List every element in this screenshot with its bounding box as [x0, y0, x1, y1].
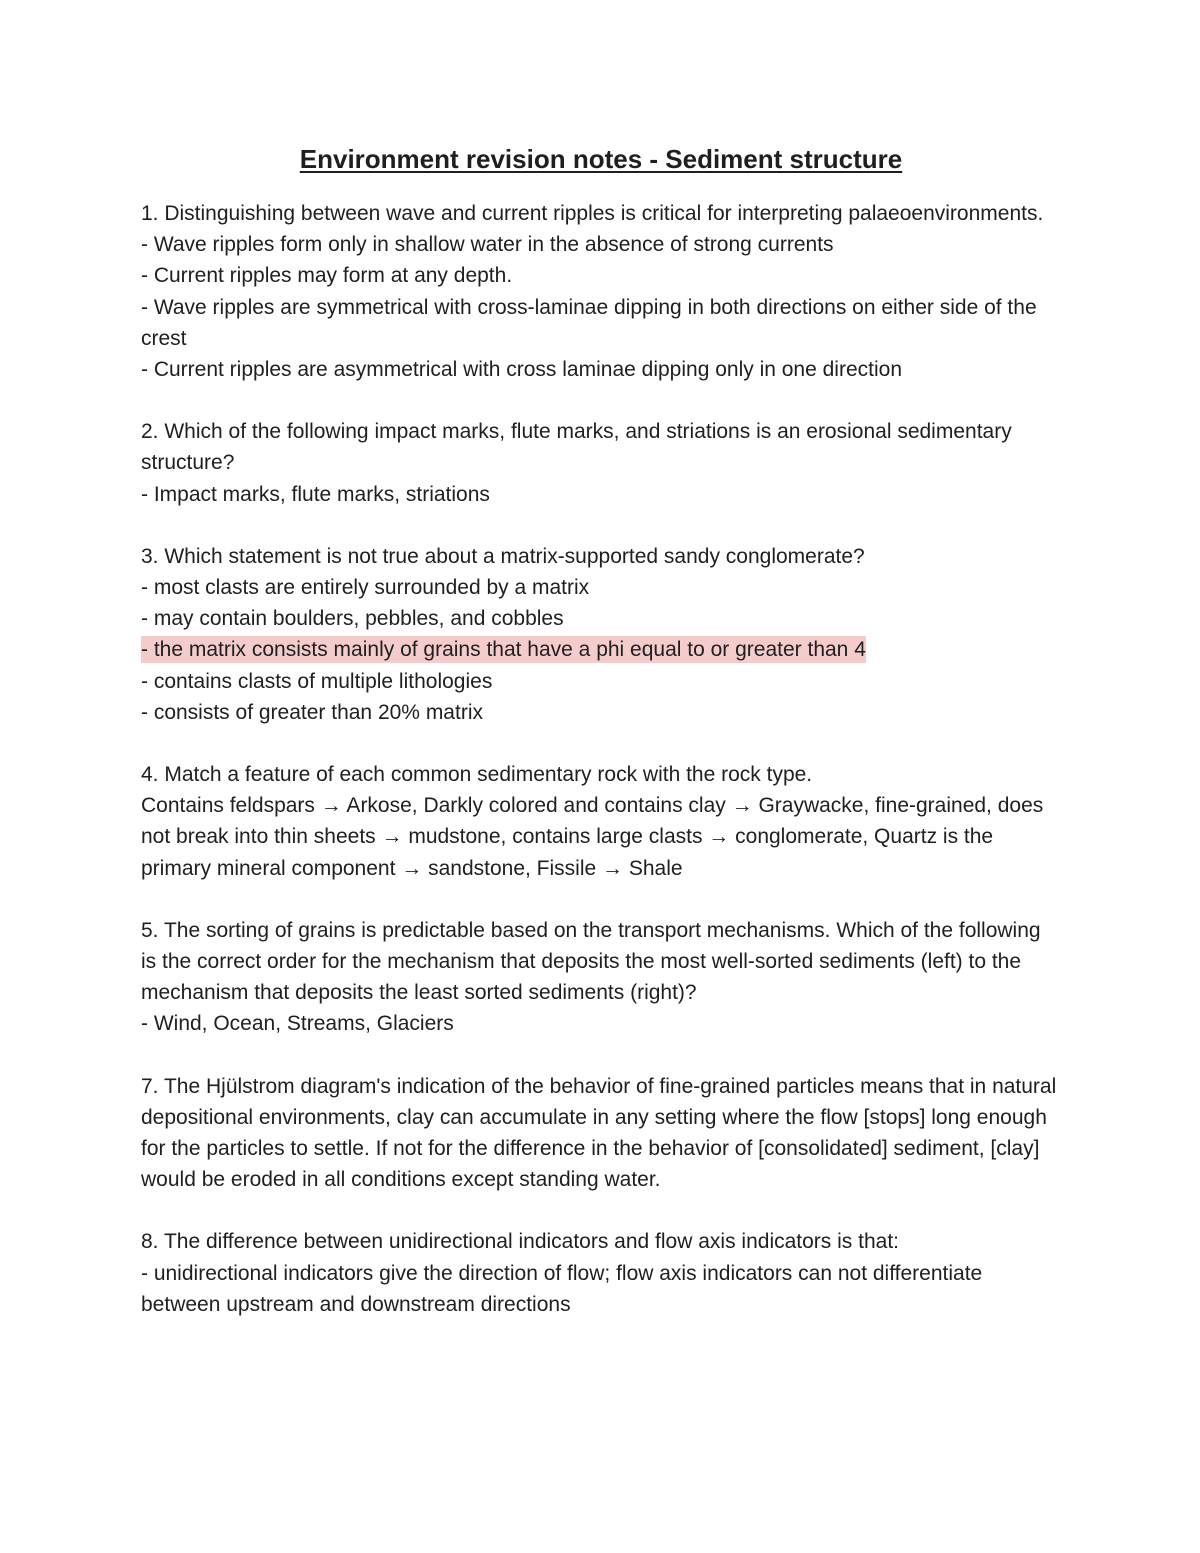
question-4-prompt: 4. Match a feature of each common sedimentary rock with the rock type. — [141, 763, 813, 787]
list-item: - Wave ripples form only in shallow water in the absence of strong currents — [141, 233, 834, 257]
section-1 — [141, 198, 1061, 385]
question-5-prompt: 5. The sorting of grains is predictable based on the transport mechanisms. Which of the following is the correct order for the mechanism that deposits the most well-sorted sediments (left) to the mechanism that deposits the least sorted sediments (right)? — [141, 918, 1041, 1005]
section-4 — [141, 759, 1061, 884]
highlighted-answer-line — [141, 634, 1061, 665]
list-item: - Current ripples may form at any depth. — [141, 264, 513, 288]
question-2-prompt: 2. Which of the following impact marks, flute marks, and striations is an erosional sedimentary structure? — [141, 420, 1012, 475]
list-item: - Wind, Ocean, Streams, Glaciers — [141, 1012, 454, 1036]
page-title: Environment revision notes - Sediment structure — [299, 144, 903, 174]
section-8 — [141, 1226, 1061, 1320]
matching-answer: Contains feldspars → Arkose, Darkly colored and contains clay → Graywacke, fine-grained, does not break into thin sheets → mudstone, contains large clasts → conglomerate, Quartz is the primary mineral component → sandstone, Fissile → Shale — [141, 794, 1044, 880]
document-page — [141, 140, 1061, 1351]
question-8-prompt: 8. The difference between unidirectional indicators and flow axis indicators is that: — [141, 1230, 899, 1254]
section-2 — [141, 416, 1061, 510]
list-item: - Impact marks, flute marks, striations — [141, 482, 490, 506]
section-7 — [141, 1071, 1061, 1196]
list-item: - Wave ripples are symmetrical with cross-laminae dipping in both directions on either side of the crest — [141, 295, 1037, 350]
section-5 — [141, 915, 1061, 1040]
question-3-prompt: 3. Which statement is not true about a matrix-supported sandy conglomerate? — [141, 544, 865, 568]
question-1-prompt: 1. Distinguishing between wave and current ripples is critical for interpreting palaeoenvironments. — [141, 202, 1044, 225]
section-3 — [141, 541, 1061, 728]
list-item: - Current ripples are asymmetrical with cross laminae dipping only in one direction — [141, 358, 902, 382]
list-item: - consists of greater than 20% matrix — [141, 700, 483, 724]
list-item: - most clasts are entirely surrounded by a matrix — [141, 576, 590, 600]
question-7-text: 7. The Hjülstrom diagram's indication of the behavior of fine-grained particles means that in natural depositional environments, clay can accumulate in any setting where the flow [stops] long enough for the particles to settle. If not for the difference in the behavior of [consolidated] sediment, [clay] would be eroded in all conditions except standing water. — [141, 1074, 1057, 1192]
list-item: - contains clasts of multiple lithologies — [141, 669, 493, 693]
list-item: - may contain boulders, pebbles, and cobbles — [141, 607, 564, 631]
list-item: - unidirectional indicators give the direction of flow; flow axis indicators can not differentiate between upstream and downstream directions — [141, 1261, 983, 1316]
highlighted-answer: - the matrix consists mainly of grains that have a phi equal to or greater than 4 — [141, 638, 866, 662]
